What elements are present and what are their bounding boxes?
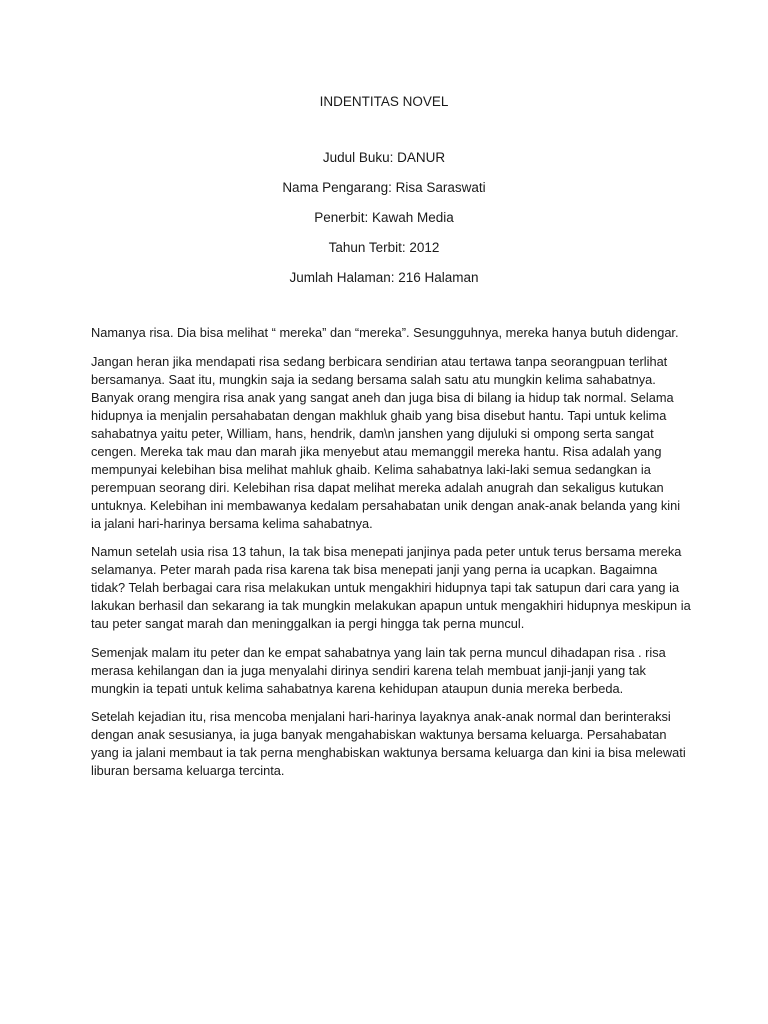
paragraph: Namun setelah usia risa 13 tahun, Ia tak bisa menepati janjinya pada peter untuk terus bersama mereka selamanya. Peter marah pada risa karena tak bisa menepati janji yang perna ia ucapkan. Bagaimna tidak? Telah berbagai cara risa melakukan untuk mengakhiri hidupnya tapi tak satupun dari cara yang ia lakukan berhasil dan sekarang ia tak mungkin melakukan apapun untuk mengakhiri hidupnya meskipun ia tau peter sangat marah dan meninggalkan ia pergi hingga tak perna muncul. (91, 544, 691, 631)
paragraph: Jangan heran jika mendapati risa sedang berbicara sendirian atau tertawa tanpa seorangpuan terlihat bersamanya. Saat itu, mungkin saja ia sedang bersama salah satu atu mungkin kelima sahabatnya. Banyak orang mengira risa anak yang sangat aneh dan juga bisa di bilang ia hidup tak normal. Selama hidupnya ia menjalin persahabatan dengan makhluk ghaib yang bisa disebut hantu. Tapi untuk kelima sahabatnya yaitu peter, William, hans, hendrik, dam\n janshen yang dijuluki si ompong serta sangat cengen. Mereka tak mau dan marah jika menyebut atau memanggil mereka hantu. Risa adalah yang mempunyai kelebihan bisa melihat mahluk ghaib. Kelima sahabatnya laki-laki semua sedangkan ia perempuan seorang diri. Kelebihan risa dapat melihat mereka adalah anugrah dan sekaligus kutukan untuknya. Kelebihan ini membawanya kedalam persahabatan unik dengan anak-anak belanda yang kini ia jalani hari-harinya bersama kelima sahabatnya. (91, 353, 681, 531)
meta-book-title: Judul Buku: DANUR (322, 150, 446, 165)
meta-author: Nama Pengarang: Risa Saraswati (282, 180, 486, 195)
paragraph: Setelah kejadian itu, risa mencoba menjalani hari-harinya layaknya anak-anak normal dan berinteraksi dengan anak sesusianya, ia juga banyak mengahabiskan waktunya bersama keluarga. Persahabatan yang ia jalani membaut ia tak perna menghabiskan waktunya bersama keluarga dan kini ia bisa melewati liburan bersama keluarga tercinta. (91, 709, 686, 778)
meta-pages: Jumlah Halaman: 216 Halaman (289, 270, 479, 285)
paragraph: Namanya risa. Dia bisa melihat “ mereka” dan “mereka”. Sesungguhnya, mereka hanya butuh didengar. (91, 325, 679, 340)
book-identity-list (0, 150, 768, 300)
paragraph: Semenjak malam itu peter dan ke empat sahabatnya yang lain tak perna muncul dihadapan risa . risa merasa kehilangan dan ia juga menyalahi dirinya sendiri karena telah membuat janji-janji yang tak mungkin ia tepati untuk kelima sahabatnya karena kehidupan ataupun dunia mereka berbeda. (91, 644, 666, 696)
meta-publisher: Penerbit: Kawah Media (314, 210, 454, 225)
document-title: INDENTITAS NOVEL (319, 94, 449, 109)
synopsis-body (91, 324, 691, 791)
meta-year: Tahun Terbit: 2012 (328, 240, 440, 255)
